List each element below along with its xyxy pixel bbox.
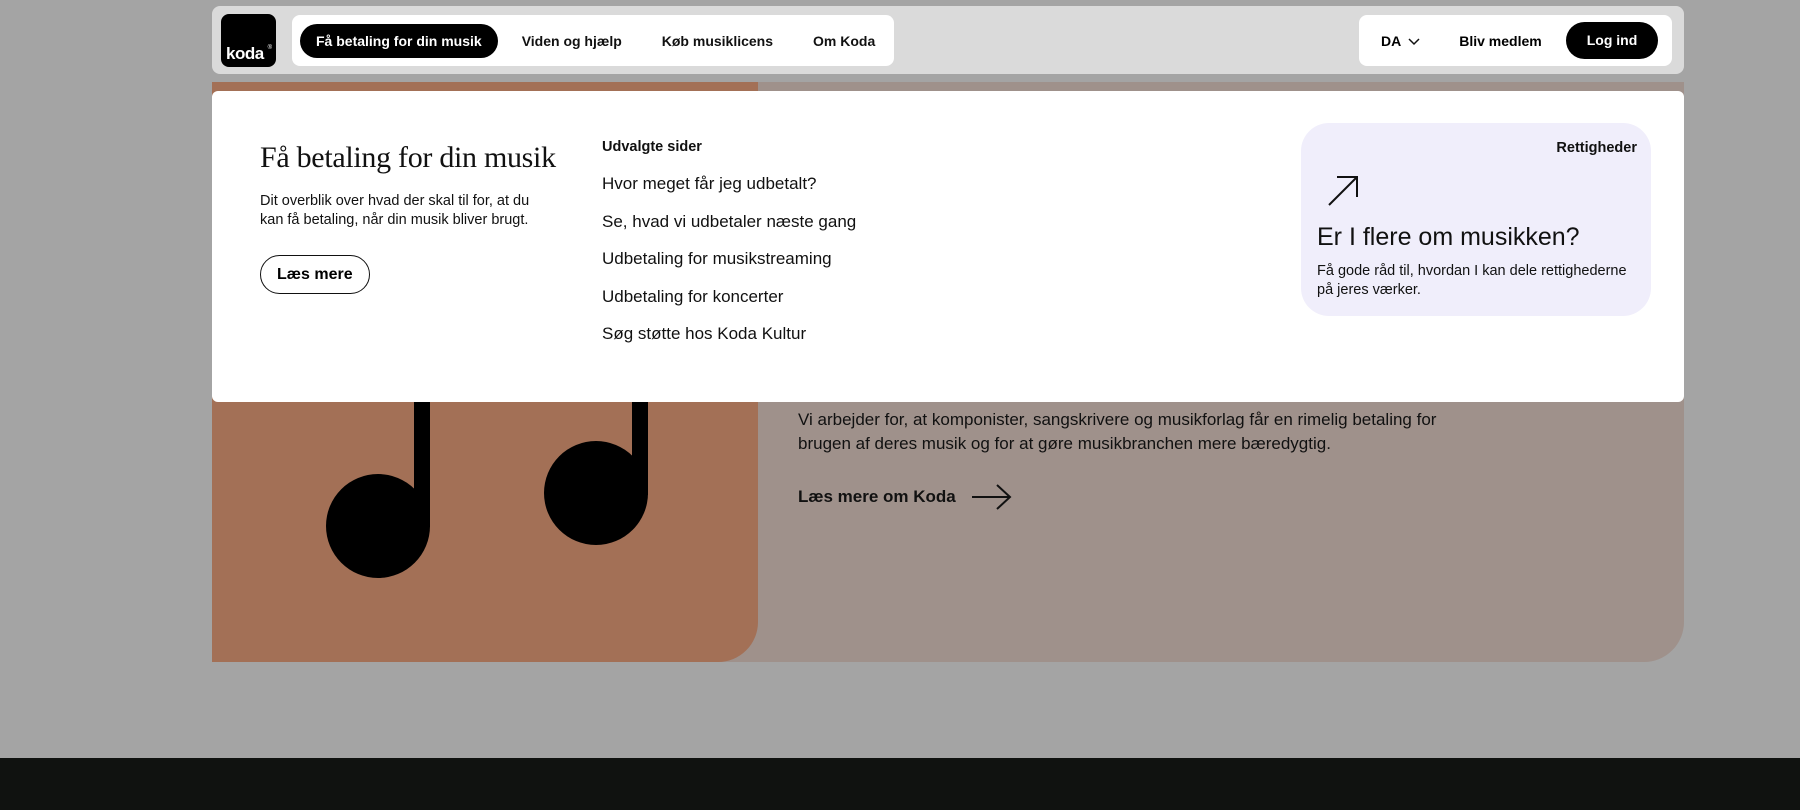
link-streaming-payout[interactable]: Udbetaling for musikstreaming	[602, 249, 832, 268]
link-koda-kultur-support[interactable]: Søg støtte hos Koda Kultur	[602, 324, 807, 343]
hero-link-label: Læs mere om Koda	[798, 487, 956, 506]
main-nav	[292, 15, 894, 66]
language-selector[interactable]	[1369, 33, 1433, 49]
site-header	[212, 6, 1684, 74]
arrow-right-icon	[970, 482, 1014, 512]
language-label: DA	[1381, 32, 1402, 49]
page-footer	[0, 758, 1800, 810]
nav-dropdown-panel	[212, 91, 1684, 402]
card-category-label: Rettigheder	[1556, 140, 1637, 156]
nav-item-knowledge-help[interactable]: Viden og hjælp	[521, 32, 622, 49]
link-concert-payout[interactable]: Udbetaling for koncerter	[602, 286, 784, 306]
login-button[interactable]: Log ind	[1566, 22, 1659, 59]
card-description: Få gode råd til, hvordan I kan dele rettighederne på jeres værker.	[1317, 263, 1627, 298]
hero-description: Vi arbejder for, at komponister, sangskrivere og musikforlag får en rimelig betaling for brugen af deres musik og for at gøre musikbranchen mere bæredygtig.	[798, 410, 1437, 453]
logo-text: koda	[226, 44, 264, 63]
nav-item-about[interactable]: Om Koda	[813, 32, 876, 49]
dropdown-description: Dit overblik over hvad der skal til for, at du kan få betaling, når din musik bliver brugt.	[260, 193, 530, 228]
link-how-much-paid[interactable]: Hvor meget får jeg udbetalt?	[602, 174, 817, 193]
rights-promo-card[interactable]	[1301, 123, 1651, 316]
account-nav	[1359, 15, 1672, 66]
arrow-up-right-icon	[1326, 174, 1360, 208]
card-title: Er I flere om musikken?	[1317, 223, 1580, 251]
link-next-payout[interactable]: Se, hvad vi udbetaler næste gang	[602, 211, 857, 231]
read-more-about-koda-link[interactable]	[798, 482, 1014, 512]
chevron-down-icon	[1407, 34, 1421, 48]
logo-mark: ®	[267, 45, 272, 51]
nav-item-get-paid[interactable]: Få betaling for din musik	[300, 24, 498, 58]
become-member-link[interactable]: Bliv medlem	[1459, 32, 1542, 49]
featured-pages-list	[602, 174, 856, 362]
featured-pages-heading: Udvalgte sider	[602, 139, 702, 155]
read-more-button[interactable]: Læs mere	[260, 255, 370, 294]
dropdown-title: Få betaling for din musik	[260, 141, 556, 174]
koda-logo[interactable]	[221, 14, 276, 67]
nav-item-buy-license[interactable]: Køb musiklicens	[661, 32, 774, 49]
